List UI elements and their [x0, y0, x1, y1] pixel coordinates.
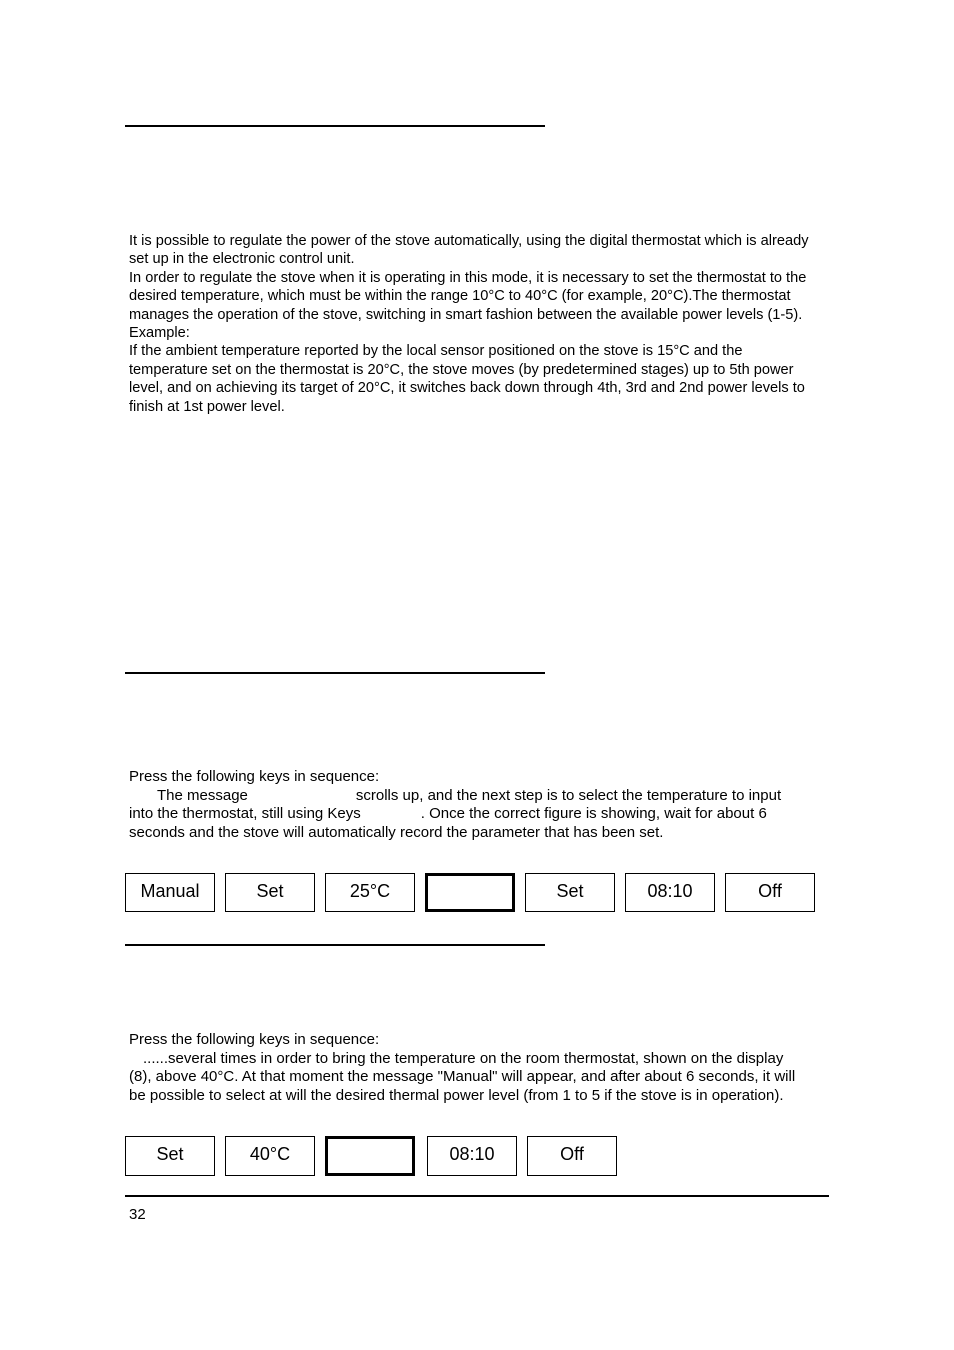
- text-fragment: scrolls up, and the next step is to select the temperature to input: [355, 786, 782, 804]
- key-time[interactable]: 08:10: [427, 1136, 517, 1176]
- key-blank[interactable]: [425, 873, 515, 912]
- text-fragment: ......several times in order to bring the temperature on the room thermostat, shown on the display: [143, 1049, 784, 1067]
- key-temperature[interactable]: 40°C: [225, 1136, 315, 1176]
- text-line: set up in the electronic control unit.: [129, 251, 355, 268]
- text-fragment: into the thermostat, still using Keys: [129, 805, 361, 822]
- text-line: be possible to select at will the desired thermal power level (from 1 to 5 if the stove is in operation).: [129, 1086, 784, 1104]
- key-set[interactable]: Set: [525, 873, 615, 912]
- key-set[interactable]: Set: [125, 1136, 215, 1176]
- key-off[interactable]: Off: [725, 873, 815, 912]
- text-line: [129, 787, 829, 806]
- text-line: [129, 1050, 829, 1069]
- key-manual[interactable]: Manual: [125, 873, 215, 912]
- text-line: Press the following keys in sequence:: [129, 768, 380, 785]
- section-3-text: [129, 1031, 829, 1105]
- text-line: Press the following keys in sequence:: [129, 1031, 380, 1048]
- key-time[interactable]: 08:10: [625, 873, 715, 912]
- section-rule-1: [125, 125, 545, 127]
- key-set[interactable]: Set: [225, 873, 315, 912]
- section-1-text: [129, 232, 829, 416]
- text-line: It is possible to regulate the power of the stove automatically, using the digital thermostat which is already: [129, 233, 809, 249]
- key-off[interactable]: Off: [527, 1136, 617, 1176]
- text-line: temperature set on the thermostat is 20°C, the stove moves (by predetermined stages) up to 5th power: [129, 361, 794, 378]
- footer-rule: [125, 1195, 829, 1197]
- text-line: finish at 1st power level.: [129, 398, 285, 415]
- text-line: seconds and the stove will automatically record the parameter that has been set.: [129, 823, 664, 841]
- key-temperature[interactable]: 25°C: [325, 873, 415, 912]
- text-line: If the ambient temperature reported by the local sensor positioned on the stove is 15°C and the: [129, 343, 743, 360]
- section-rule-2: [125, 672, 545, 674]
- text-line: In order to regulate the stove when it is operating in this mode, it is necessary to set the thermostat to the: [129, 269, 807, 286]
- key-blank[interactable]: [325, 1136, 415, 1176]
- text-line: desired temperature, which must be within the range 10°C to 40°C (for example, 20°C).The thermostat: [129, 288, 791, 305]
- text-fragment: The message: [157, 786, 248, 804]
- text-line: level, and on achieving its target of 20°C, it switches back down through 4th, 3rd and 2nd power levels to: [129, 380, 805, 397]
- text-line: [129, 805, 829, 824]
- text-fragment: . Once the correct figure is showing, wait for about 6: [420, 805, 767, 822]
- section-2-text: [129, 768, 829, 842]
- text-line: manages the operation of the stove, switching in smart fashion between the available power levels (1-5).: [129, 306, 803, 323]
- text-line: (8), above 40°C. At that moment the message "Manual" will appear, and after about 6 seconds, it will: [129, 1068, 796, 1085]
- text-line: Example:: [129, 325, 190, 342]
- section-rule-3: [125, 944, 545, 946]
- page-number: 32: [129, 1206, 146, 1223]
